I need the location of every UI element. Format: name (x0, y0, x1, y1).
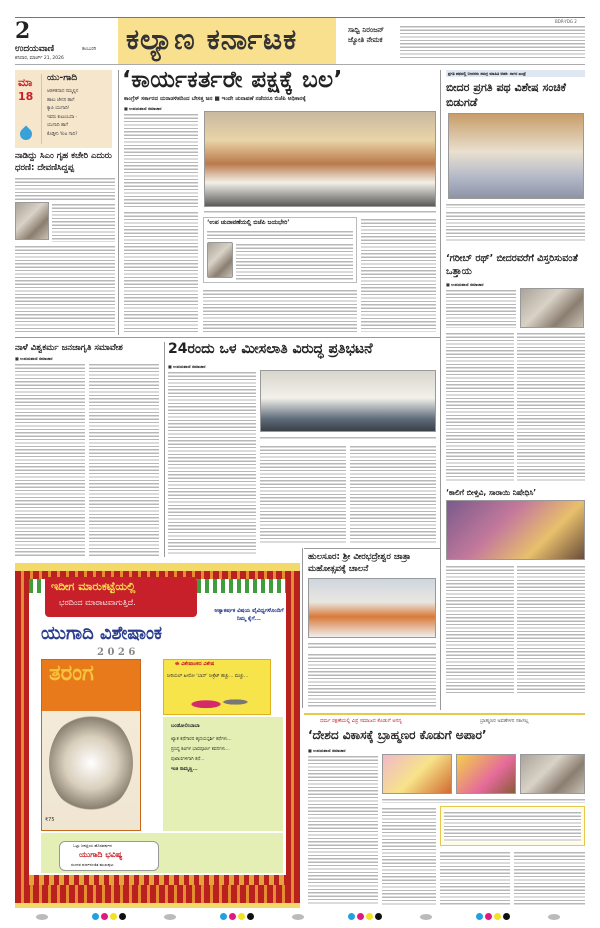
brahmin-yellow-rule (304, 713, 585, 715)
magenta-dot (485, 913, 492, 920)
registration-marks (0, 912, 600, 924)
brahmin-headline[interactable]: ‘ದೇಶದ ವಿಕಾಸಕ್ಕೆ ಬ್ರಾಹ್ಮಣರ ಕೊಡುಗೆ ಅಪಾರ’ (308, 728, 487, 742)
quote-photo (207, 242, 233, 278)
yellow-dot (238, 913, 245, 920)
lead-byline: ■ ಉದಯವಾಣಿ ಸಮಾಚಾರ (124, 106, 162, 111)
section-title: ಕಲ್ಯಾಣ ಕರ್ನಾಟಕ (126, 22, 298, 56)
right-lower-photo (446, 500, 585, 560)
vishwakarma-headline[interactable]: ನಾಳೆ ವಿಶ್ವಕರ್ಮ ಜನಜಾಗೃತಿ ಸಮಾವೇಶ (15, 343, 123, 353)
ugadi-line: ಕ್ಯಾಪಿ ಯುಗಾದಿ! (47, 106, 70, 111)
paper-name: ಉದಯವಾಣಿ (15, 44, 55, 54)
ugadi-line: ಕೊಡ್ತೀನಿ You ಗಾದಿ? (47, 131, 78, 137)
black-dot (247, 913, 254, 920)
protest-text-1 (168, 370, 256, 555)
edition: ಕಲಬುರಗಿ (82, 47, 97, 52)
right-top-photo (448, 113, 584, 199)
col-rule-2 (440, 70, 441, 710)
right-top-caption (446, 202, 585, 208)
protest-headline[interactable]: 24ರಂದು ಒಳ ಮೀಸಲಾತಿ ವಿರುದ್ಧ ಪ್ರತಿಭಟನೆ (168, 341, 373, 357)
date: ಶನಿವಾರ, ಮಾರ್ಚ್ 21, 2026 (15, 56, 64, 61)
left-top-text-2 (52, 202, 115, 242)
magenta-dot (357, 913, 364, 920)
brahmin-text-4 (514, 850, 585, 906)
ugadi-date: ಮಾ 18 (18, 76, 34, 103)
side-title: ಸಾಧ್ವಿ ನಿರಂಜನ್ ಜ್ಯೋತಿ ನೇಮಕ (348, 26, 384, 44)
special-title: ಈ ವಿಶೇಷಾಂಕದ ವಿಶೇಷ (175, 661, 215, 667)
hulsoor-rule (304, 548, 440, 549)
black-dot (375, 913, 382, 920)
protest-text-2 (260, 444, 346, 544)
banner-line-1: ಇದೀಗ ಮಾರುಕಟ್ಟೆಯಲ್ಲಿ (51, 580, 136, 593)
lead-headline[interactable]: ‘ಕಾರ್ಯಕರ್ತರೇ ಪಕ್ಷಕ್ಕೆ ಬಲ’ (122, 67, 343, 93)
right-mid-text-3 (517, 331, 585, 481)
right-mid-text-2 (446, 331, 514, 481)
brahmin-photo-2 (456, 754, 516, 794)
left-top-photo (15, 202, 49, 240)
hulsoor-headline[interactable]: ಹುಲಸೂರ: ಶ್ರೀ ವೀರಭದ್ರೇಶ್ವರ ಜಾತ್ರಾ ಮಹೋತ್ಸವಕ್ಕೆ ಚಾಲನೆ (308, 552, 411, 574)
right-lower-headline[interactable]: ‘ಕಾಲಿಗೆ ಬೀಳ್ತಿವಿ, ಸಾರಾಯಿ ನಿಷೇಧಿಸಿ’ (446, 488, 537, 497)
masthead-rule (15, 64, 585, 65)
brahmin-photo-1 (382, 754, 452, 794)
advert-bullets (171, 735, 281, 775)
protest-caption (260, 435, 436, 440)
black-dot (119, 913, 126, 920)
quote-text (207, 229, 353, 241)
grey-dot (292, 914, 304, 920)
magazine-art (49, 713, 133, 813)
ugadi-line: ಹಾಲು ಜೇನನ ಹಾಗೆ (47, 97, 75, 103)
advert-bullet: ಪುಟಾಣಿಗಳಿಗಾಗಿ ಕಥೆ... (171, 757, 205, 762)
ugadi-title: ಯು-ಗಾದಿ (47, 73, 78, 83)
drop-icon (18, 126, 35, 143)
lead-text-4 (361, 217, 436, 332)
ugadi-line: ಯುಗಾದಿ ಹಾಗೆ (47, 123, 68, 128)
grey-dot (548, 914, 560, 920)
left-top-headline[interactable]: ನಾಡಿದ್ದು ಸಿಎಂ ಗೃಹ ಕಚೇರಿ ಎದುರು ಧರಣಿ: ದೇವಣಿಸಿದ್ದಪ್ಪ (15, 151, 112, 173)
brahmin-kicker-red: ಧರ್ಮ ರಕ್ಷಣೆಯಲ್ಲಿ ವಿಪ್ರ ಸಮಾಜದ ಕೊಡುಗೆ ಅನನ್ಯ (320, 718, 402, 724)
advert-title: ಯುಗಾದಿ ವಿಶೇಷಾಂಕ (41, 623, 163, 644)
protest-photo (260, 370, 436, 432)
top-brief-text (400, 24, 585, 60)
hulsoor-caption (308, 641, 436, 649)
right-mid-text-1 (446, 288, 516, 328)
right-top-headline[interactable]: ಬೀದರ ಪ್ರಗತಿ ಪಥ ವಿಶೇಷ ಸಂಚಿಕೆ ಬಿಡುಗಡೆ (446, 81, 566, 109)
hulsoor-text (308, 652, 436, 708)
col-rule-3 (164, 342, 165, 557)
advert-year: 2 0 2 6 (97, 647, 136, 658)
brahmin-caption (382, 797, 585, 803)
magenta-dot (101, 913, 108, 920)
ugadi-advert[interactable] (15, 563, 300, 908)
right-lower-text-2 (517, 564, 585, 694)
cyan-dot (220, 913, 227, 920)
right-mid-headline[interactable]: ‘ಗರೀಬ್ ರಥ್’ ಬೀದರವರೆಗೆ ವಿಸ್ತರಿಸುವಂತೆ ಒತ್ತಾಯ (446, 253, 578, 277)
lead-photo (204, 111, 436, 207)
brahmin-kicker-grey: ಬ್ರಾಹ್ಮಣರ ಅವಹೇಳನ ಸಹಿಸಲ್ಲ (480, 718, 529, 724)
right-mid-byline: ■ ಉದಯವಾಣಿ ಸಮಾಚಾರ (446, 282, 484, 287)
yellow-dot (494, 913, 501, 920)
magenta-dot (229, 913, 236, 920)
bhavishya-title: ಯುಗಾದಿ ಭವಿಷ್ಯ (79, 850, 123, 859)
right-top-text (446, 210, 585, 242)
yellow-dot (110, 913, 117, 920)
protest-text-3 (350, 444, 436, 544)
grey-dot (36, 914, 48, 920)
lead-caption (204, 209, 436, 214)
cyan-dot (476, 913, 483, 920)
right-lower-text-1 (446, 564, 514, 694)
ugadi-lines (47, 88, 109, 139)
brahmin-text-1 (308, 754, 378, 904)
grey-dot (164, 914, 176, 920)
edition-code: BDR-YDG 2 (555, 19, 577, 24)
brahmin-text-3 (440, 850, 510, 906)
brahmin-note-text (444, 810, 581, 842)
brahmin-text-2 (382, 806, 436, 906)
quote-title: ‘ಉಪ ಚುನಾವಣೆಯಲ್ಲಿ ಬಿಜೆಪಿ ಜಯಭೇರಿ’ (207, 219, 290, 226)
yellow-dot (366, 913, 373, 920)
quote-text-2 (236, 242, 353, 280)
right-mid-photo (520, 288, 584, 328)
cyan-dot (348, 913, 355, 920)
advert-bullet: ಪ್ರಸಿದ್ಧ ಕವಿಗಳ ಭಾವಪೂರ್ಣ ಕವನಗಳು... (171, 747, 230, 752)
cartoon-illustration (185, 691, 255, 713)
vishwakarma-text-1 (15, 362, 85, 557)
advert-bullet: ಇಂತಿ ರಾಮ್ಮಣ್ಣ... (171, 767, 198, 772)
lead-text-3 (203, 288, 357, 332)
advert-bottom-border (29, 875, 286, 885)
left-top-text (15, 176, 115, 200)
cyan-dot (92, 913, 99, 920)
special-text: ಸೀರಿಯಲ್ ಹೀರೋ ‘ಬಾಸ್’ ಸೀಕ್ರೆಟ್ ಹಚ್ಚು... ಮಚ್ಚು... (167, 674, 249, 679)
magazine-name: ತರಂಗ (49, 661, 94, 686)
magazine-price: ₹75 (45, 817, 55, 823)
hulsoor-photo (308, 578, 436, 638)
grey-dot (420, 914, 432, 920)
bandolibaba: ಬಂಡೋಲೀಬಾಬಾ (171, 723, 200, 729)
lead-text-2 (124, 210, 198, 332)
ugadi-divider (41, 74, 42, 144)
mid-rule (15, 337, 440, 338)
lead-text-1 (124, 112, 198, 208)
banner-line-2: ಭರದಿಂದ ಮಾರಾಟವಾಗುತ್ತಿದೆ. (59, 598, 136, 607)
bhavishya-post: ಸುಂದರ ವರ್ಣರಂಜಿತ ಮುಖಪುಟ (71, 862, 114, 867)
ugadi-box (15, 70, 112, 148)
protest-byline: ■ ಉದಯವಾಣಿ ಸಮಾಚಾರ (168, 364, 206, 369)
ugadi-line: ಆಡಳಿತದಾದ ನಮ್ಮಲ್ಲಿನ (47, 89, 79, 94)
advert-tagline: ಅತ್ಯಾಕರ್ಷಕ ವಿಷಯ ವೈವಿಧ್ಯಗಳೊಂದಿಗೆ ನಿಮ್ಮ ಕೈಗೆ... (214, 608, 284, 622)
lead-subhead: ಕಾಂಗ್ರೆಸ್ ಸರ್ಕಾರದ ದುರಾಡಳಿತದಿಂದ ಬೇಸತ್ತ ಜನ ■ ಇಂದೇ ಚುನಾವಣೆ ನಡೆದರೂ ಬಿಜೆಪಿ ಅಧಿಕಾರಕ್ಕೆ (124, 96, 306, 102)
col-rule-1 (118, 70, 119, 335)
right-top-kicker: ಪ್ರಗತಿ ಪಥದಲ್ಲಿ ಬೀದರನು ಸಮಗ್ರ ಮಾಹಿತಿ ಅಡಕ: ಸಾಗರ ಖಂಡ್ರೆ (446, 70, 585, 77)
bhavishya-pre: ಒಟ್ಟು ಜನಪ್ರಿಯ ಹೊಸವರ್ಷದ (73, 843, 112, 848)
vishwakarma-byline: ■ ಉದಯವಾಣಿ ಸಮಾಚಾರ (15, 356, 53, 361)
advert-bullet: ಖ್ಯಾತ ಕಥೆಗಾರರ ಹೃದಯಸ್ಪರ್ಶಿ ಕಥೆಗಳು... (171, 737, 232, 742)
ugadi-line: ಇವರು ಕುಟುಂಬದಾ - (47, 114, 78, 120)
left-top-text-3 (15, 244, 115, 332)
black-dot (503, 913, 510, 920)
brahmin-byline: ■ ಉದಯವಾಣಿ ಸಮಾಚಾರ (308, 748, 346, 753)
brahmin-photo-3 (520, 754, 585, 794)
page-number: 2 (15, 18, 31, 44)
col-rule-4 (302, 548, 303, 708)
vishwakarma-text-2 (89, 362, 159, 557)
